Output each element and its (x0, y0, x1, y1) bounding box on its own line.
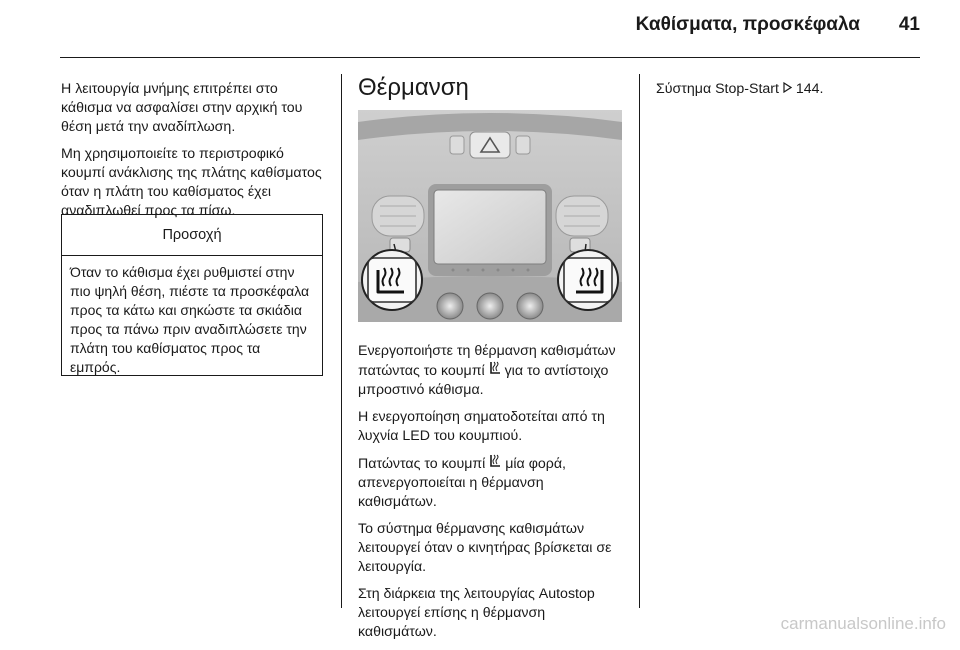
column-1 (61, 80, 325, 229)
paragraph-autostop: Στη διάρκεια της λειτουργίας Autostop λειτουργεί επίσης η θέρμανση καθισμάτων. (358, 586, 595, 640)
watermark: carmanualsonline.info (780, 614, 946, 633)
paragraph-recline-knob-warning: Μη χρησιμοποιείτε το περιστροφικό κουμπί ανάκλισης της πλάτης καθίσματος όταν η πλάτη του καθίσματος έχει αναδιπλωθεί προς τα πίσω. (61, 146, 322, 219)
arrow-right-icon (783, 80, 792, 99)
column-2 (358, 342, 624, 650)
seat-heating-icon (489, 454, 501, 473)
cross-reference (656, 80, 920, 99)
right-seat-heating-button-callout (558, 250, 618, 310)
column-divider (639, 74, 640, 608)
cross-reference-text: Σύστημα Stop-Start (656, 81, 779, 97)
column-divider (341, 74, 342, 608)
seat-heating-figure (358, 110, 622, 322)
page-number: 41 (898, 14, 920, 35)
paragraph-memory-function: Η λειτουργία μνήμης επιτρέπει στο κάθισμα να ασφαλίσει στην αρχική του θέση μετά την αναδίπλωση. (61, 81, 303, 135)
text-fragment: Ενεργοποιήστε τη θέρμανση καθισμάτων πατώντας το κουμπί (358, 343, 616, 379)
paragraph-deactivate-heating (358, 454, 624, 512)
section-heading: Θέρμανση (358, 74, 469, 101)
caution-text: Όταν το κάθισμα έχει ρυθμιστεί στην πιο ψηλή θέση, πιέστε τα προσκέφαλα προς τα κάτω και σηκώστε τα σκιάδια προς τα πάνω πριν αναδιπλώσετε την πλάτη του καθίσματος προς τα εμπρός. (70, 264, 310, 375)
caution-title: Προσοχή (62, 215, 322, 256)
paragraph-led-indication: Η ενεργοποίηση σηματοδοτείται από τη λυχνία LED του κουμπιού. (358, 409, 605, 444)
seat-heating-icon (489, 361, 501, 380)
dashboard-illustration (358, 110, 622, 322)
text-fragment: Πατώντας το κουμπί (358, 456, 490, 472)
paragraph-activate-heating (358, 342, 624, 400)
paragraph-engine-running: Το σύστημα θέρμανσης καθισμάτων λειτουργεί όταν ο κινητήρας βρίσκεται σε λειτουργία. (358, 521, 612, 575)
header-rule (60, 57, 920, 58)
column-3 (656, 80, 920, 107)
caution-box (61, 214, 323, 376)
text-fragment: για το αντίστοιχο μπροστινό κάθισμα. (358, 363, 609, 398)
page-header-title: Καθίσματα, προσκέφαλα (635, 14, 860, 35)
cross-reference-page: 144. (795, 81, 824, 97)
left-seat-heating-button-callout (362, 250, 422, 310)
text-fragment: μία φορά, απενεργοποιείται η θέρμανση καθισμάτων. (358, 456, 566, 510)
